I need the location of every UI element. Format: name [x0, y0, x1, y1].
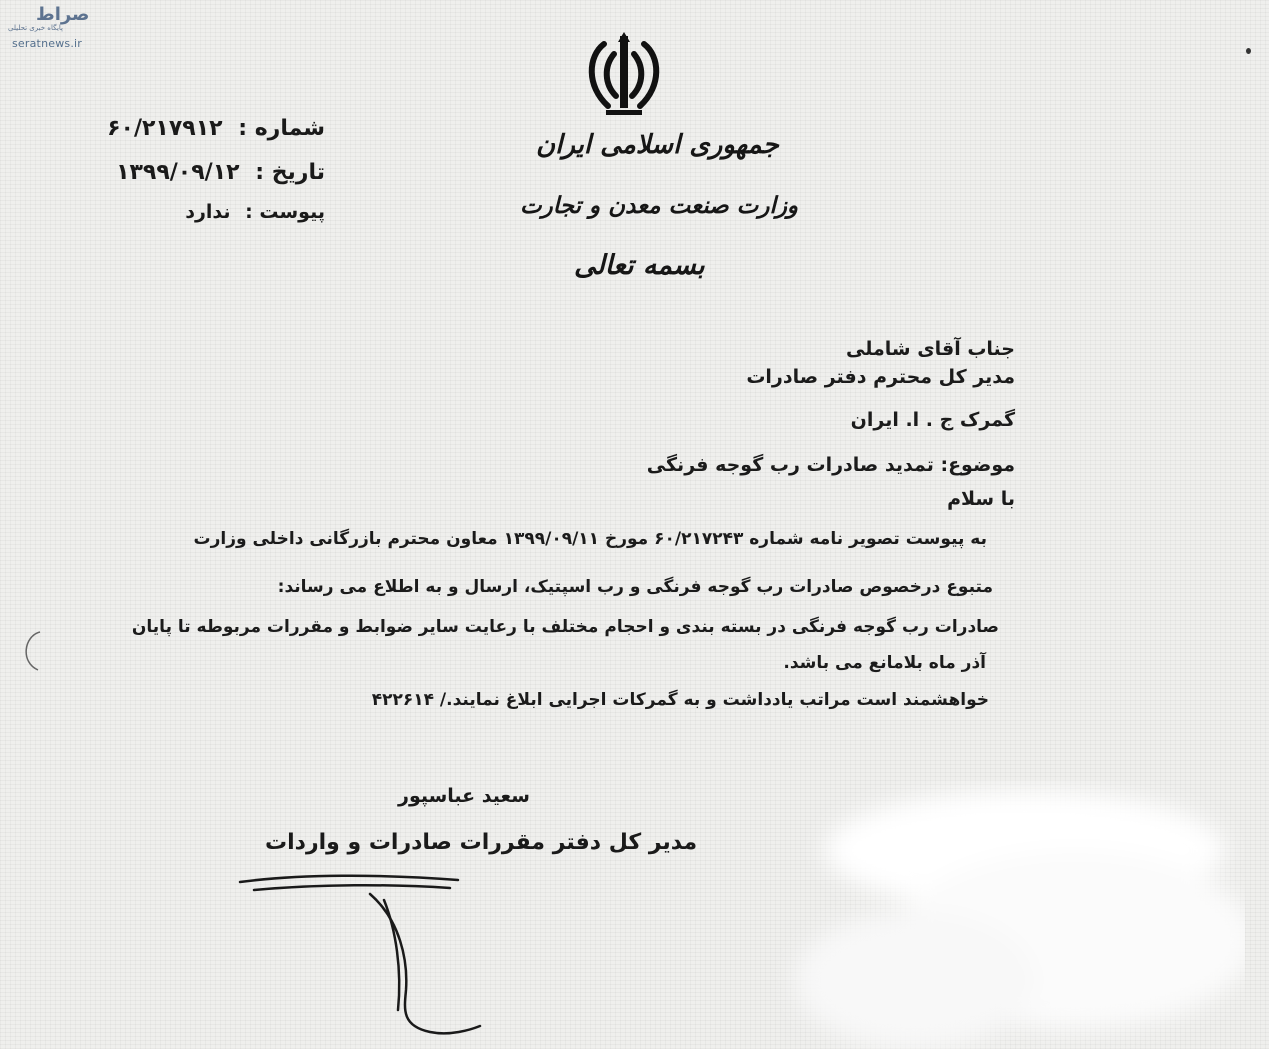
- watermark-url: seratnews.ir: [12, 37, 83, 50]
- letter-greeting: با سلام: [947, 488, 1015, 510]
- signer-name: سعید عباسپور: [398, 785, 530, 807]
- meta-number-label: شماره :: [238, 116, 325, 141]
- watermark: [6, 4, 106, 50]
- meta-number: [107, 116, 325, 141]
- body-line-4: آذر ماه بلامانع می باشد.: [783, 653, 986, 673]
- iran-emblem-icon: [578, 30, 670, 118]
- signer-title: مدیر کل دفتر مقررات صادرات و واردات: [265, 830, 698, 855]
- redaction-blur: [775, 780, 1245, 1049]
- header-country: جمهوری اسلامی ایران: [536, 130, 779, 160]
- body-line-2: متبوع درخصوص صادرات رب گوجه فرنگی و رب اسپتیک، ارسال و به اطلاع می رساند:: [277, 577, 993, 597]
- body-line-1: به پیوست تصویر نامه شماره ۶۰/۲۱۷۲۴۳ مورخ ۱۳۹۹/۰۹/۱۱ معاون محترم بازرگانی داخلی وزارت: [193, 529, 987, 549]
- punch-hole-mark: [14, 628, 52, 674]
- meta-attachment-value: ندارد: [185, 201, 231, 223]
- meta-attachment: [185, 201, 325, 223]
- handwritten-signature: [230, 860, 490, 1040]
- scan-dot: [1246, 48, 1251, 54]
- meta-attachment-label: پیوست :: [245, 201, 325, 223]
- meta-number-value: ۶۰/۲۱۷۹۱۲: [107, 116, 223, 141]
- recipient-salutation: جناب آقای شاملی: [846, 338, 1015, 360]
- recipient-org: گمرک ج . ا. ایران: [850, 409, 1015, 431]
- body-line-5: خواهشمند است مراتب یادداشت و به گمرکات اجرایی ابلاغ نمایند./ ۴۲۲۶۱۴: [371, 690, 989, 710]
- watermark-subtitle: پایگاه خبری تحلیلی: [8, 24, 63, 32]
- header-basmala: بسمه تعالی: [574, 250, 705, 281]
- recipient-title: مدیر کل محترم دفتر صادرات: [746, 366, 1015, 388]
- meta-date-value: ۱۳۹۹/۰۹/۱۲: [116, 160, 240, 185]
- letter-subject: موضوع: تمدید صادرات رب گوجه فرنگی: [646, 454, 1015, 476]
- watermark-logo: صراط: [36, 4, 90, 25]
- meta-date-label: تاریخ :: [255, 160, 325, 185]
- body-line-3: صادرات رب گوجه فرنگی در بسته بندی و احجام مختلف با رعایت سایر ضوابط و مقررات مربوطه تا پایان: [131, 617, 999, 637]
- header-ministry: وزارت صنعت معدن و تجارت: [520, 192, 799, 219]
- meta-date: [116, 160, 325, 185]
